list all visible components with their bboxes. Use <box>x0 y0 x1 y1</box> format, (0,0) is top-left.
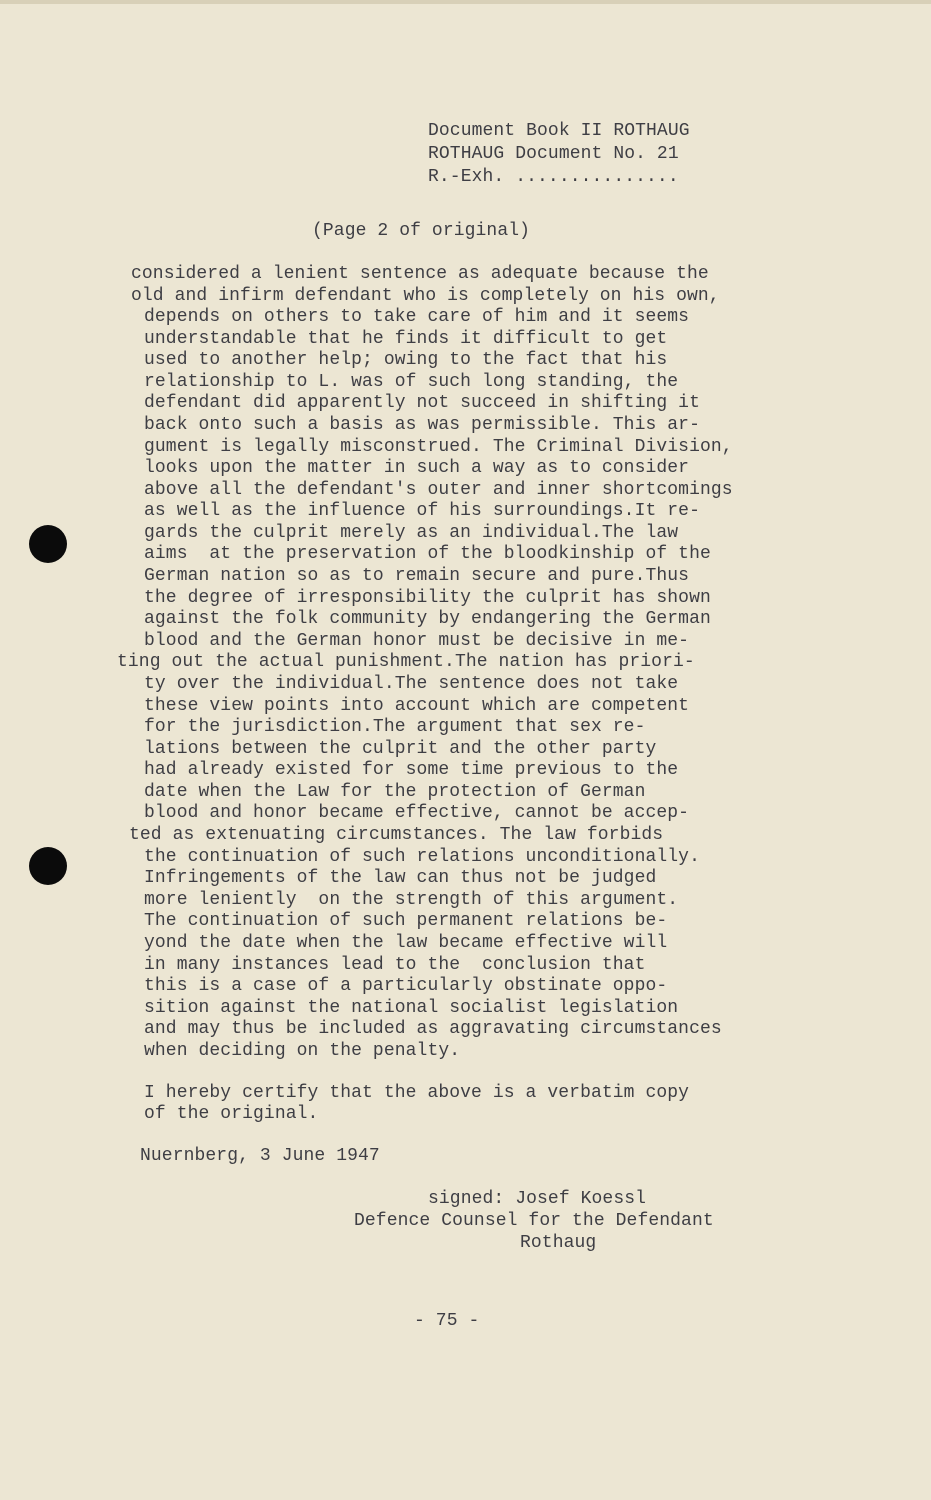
body-line: considered a lenient sentence as adequate because the <box>131 264 709 284</box>
certification-line: of the original. <box>144 1104 319 1124</box>
body-line: understandable that he finds it difficult to get <box>144 329 668 349</box>
body-line: back onto such a basis as was permissible. This ar- <box>144 415 700 435</box>
body-line: blood and honor became effective, cannot be accep- <box>144 803 690 823</box>
signed-by: signed: Josef Koessl <box>428 1189 647 1209</box>
body-line: old and infirm defendant who is completely on his own, <box>131 286 720 306</box>
body-line: sition against the national socialist legislation <box>144 998 679 1018</box>
body-line: these view points into account which are competent <box>144 696 690 716</box>
header-exhibit-line: R.-Exh. ............... <box>428 167 679 187</box>
body-line: gards the culprit merely as an individual.The law <box>144 523 679 543</box>
body-line: relationship to L. was of such long standing, the <box>144 372 679 392</box>
body-line: ted as extenuating circumstances. The law forbids <box>129 825 664 845</box>
body-line: blood and the German honor must be decisive in me- <box>144 631 690 651</box>
body-line: as well as the influence of his surroundings.It re- <box>144 501 700 521</box>
body-line: above all the defendant's outer and inner shortcomings <box>144 480 733 500</box>
place-date: Nuernberg, 3 June 1947 <box>140 1146 380 1166</box>
body-line: depends on others to take care of him and it seems <box>144 307 690 327</box>
page-number: - 75 - <box>414 1311 480 1331</box>
body-line: the degree of irresponsibility the culprit has shown <box>144 588 711 608</box>
body-line: for the jurisdiction.The argument that sex re- <box>144 717 646 737</box>
body-line: Infringements of the law can thus not be judged <box>144 868 657 888</box>
body-line: this is a case of a particularly obstinate oppo- <box>144 976 668 996</box>
body-line: lations between the culprit and the other party <box>144 739 657 759</box>
page-of-original-label: (Page 2 of original) <box>312 221 531 241</box>
signer-title: Defence Counsel for the Defendant <box>354 1211 714 1231</box>
body-line: The continuation of such permanent relations be- <box>144 911 668 931</box>
body-line: gument is legally misconstrued. The Criminal Division, <box>144 437 733 457</box>
body-line: ting out the actual punishment.The nation has priori- <box>117 652 695 672</box>
body-line: when deciding on the penalty. <box>144 1041 461 1061</box>
header-document-number: ROTHAUG Document No. 21 <box>428 144 679 164</box>
body-line: used to another help; owing to the fact that his <box>144 350 668 370</box>
body-line: the continuation of such relations unconditionally. <box>144 847 700 867</box>
body-line: in many instances lead to the conclusion that <box>144 955 646 975</box>
body-line: German nation so as to remain secure and pure.Thus <box>144 566 690 586</box>
body-line: date when the Law for the protection of German <box>144 782 646 802</box>
body-line: against the folk community by endangering the German <box>144 609 711 629</box>
body-line: more leniently on the strength of this argument. <box>144 890 679 910</box>
page-top-edge <box>0 0 931 4</box>
punch-hole-bottom <box>29 847 67 885</box>
body-line: and may thus be included as aggravating circumstances <box>144 1019 722 1039</box>
body-line: aims at the preservation of the bloodkinship of the <box>144 544 711 564</box>
body-line: had already existed for some time previous to the <box>144 760 679 780</box>
body-line: defendant did apparently not succeed in shifting it <box>144 393 700 413</box>
body-line: looks upon the matter in such a way as to consider <box>144 458 690 478</box>
header-book-line: Document Book II ROTHAUG <box>428 121 690 141</box>
defendant-name: Rothaug <box>520 1233 597 1253</box>
punch-hole-top <box>29 525 67 563</box>
body-line: yond the date when the law became effective will <box>144 933 668 953</box>
body-line: ty over the individual.The sentence does not take <box>144 674 679 694</box>
certification-line: I hereby certify that the above is a verbatim copy <box>144 1083 690 1103</box>
